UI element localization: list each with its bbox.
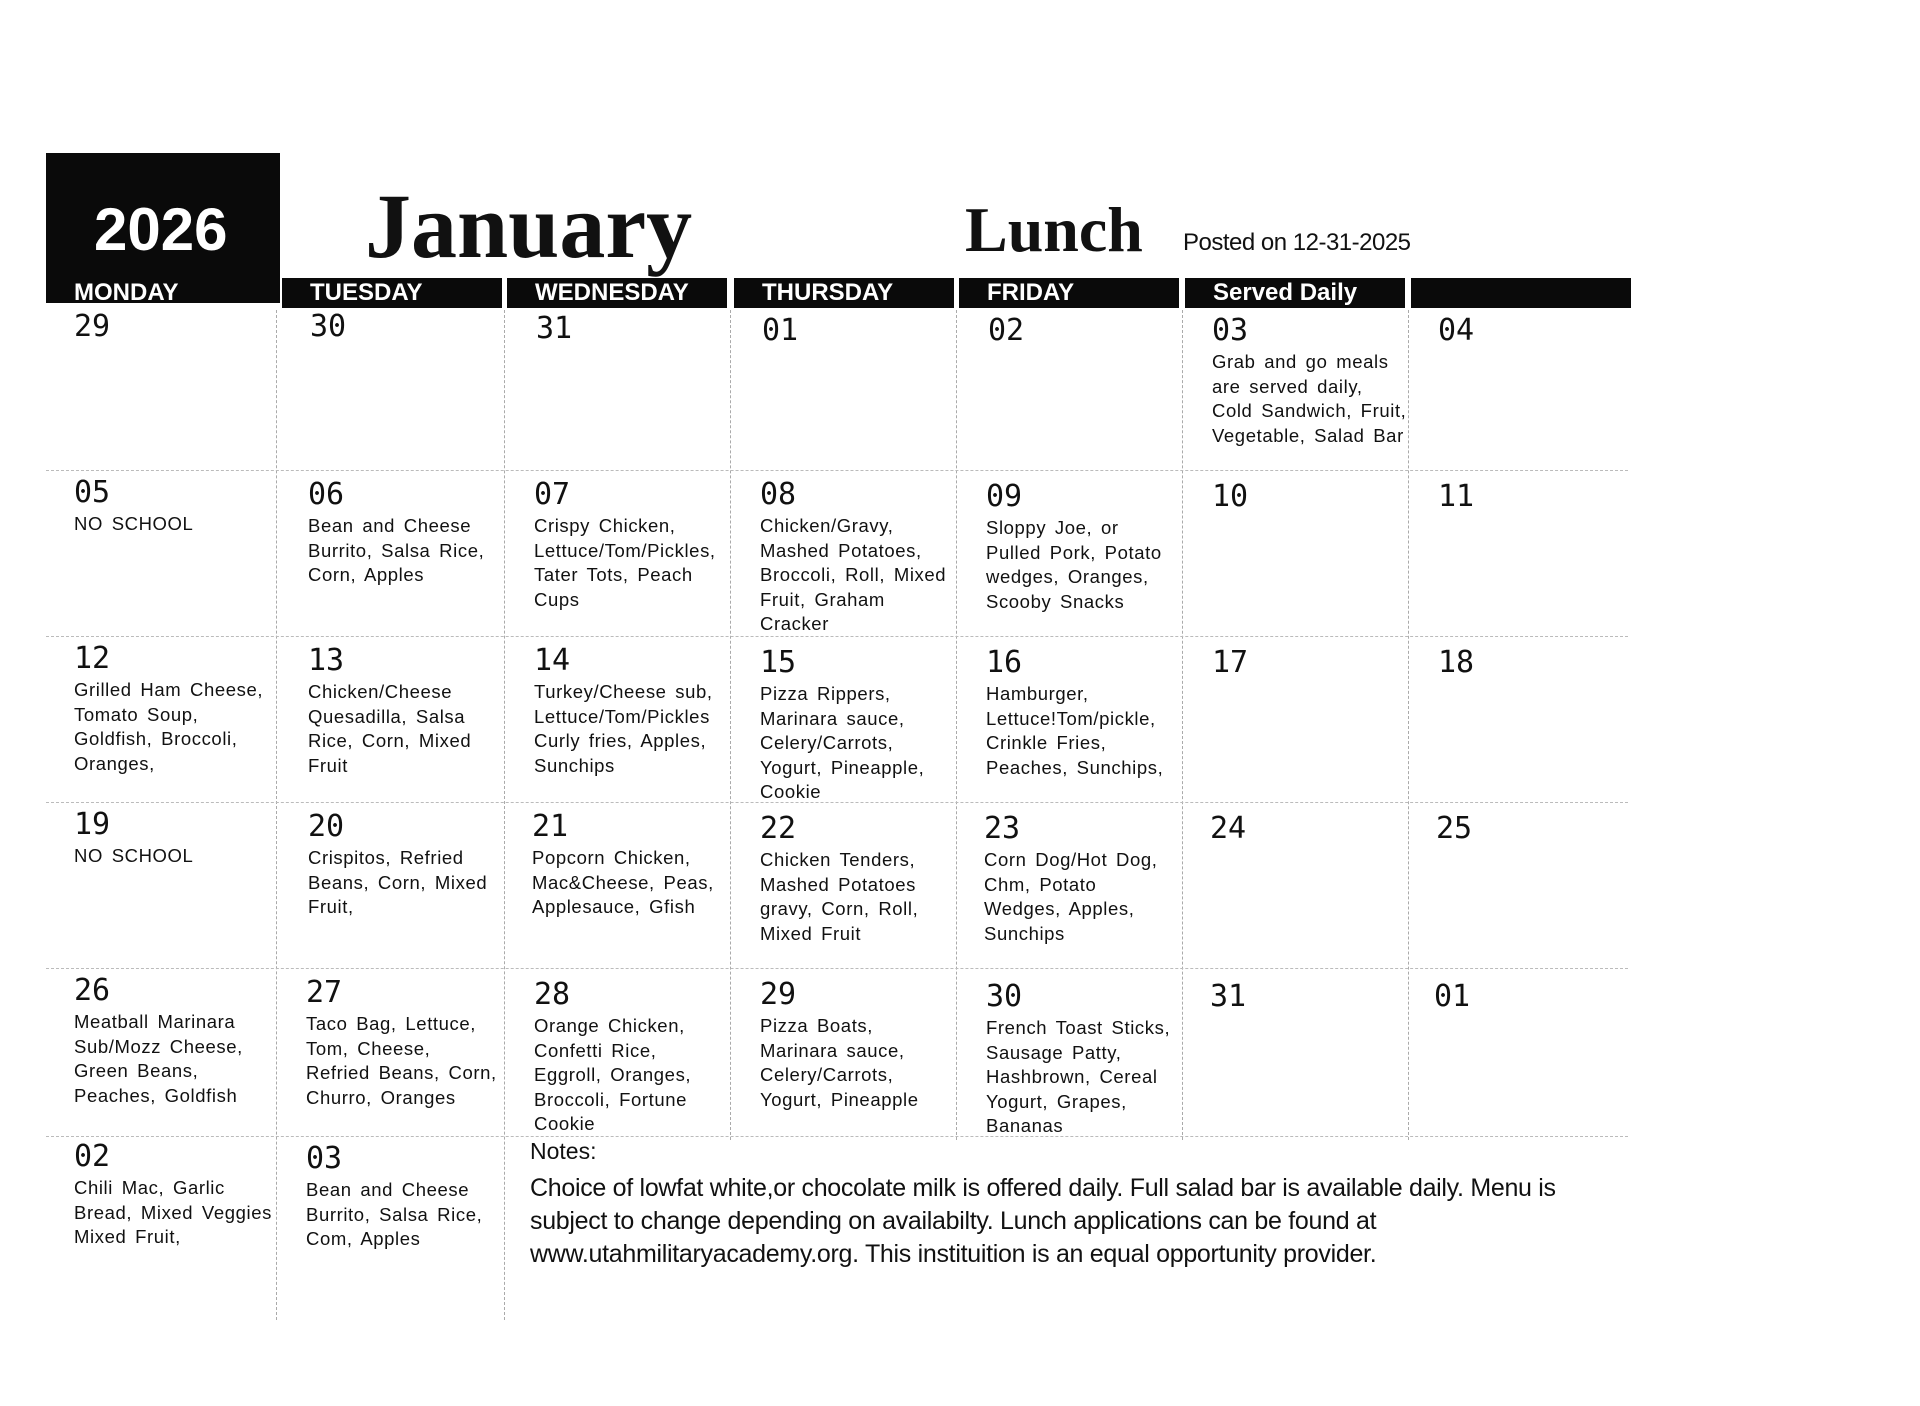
notes-body: Choice of lowfat white,or chocolate milk is offered daily. Full salad bar is available daily. Menu is subject to change depending on availabilty. Lunch applications can be found at www.utahmilitaryacademy.org. This instituition is an equal opportunity provider.: [530, 1174, 1556, 1268]
posted-date: Posted on 12-31-2025: [1183, 229, 1411, 256]
year: 2026: [94, 196, 228, 263]
date-number: 27: [306, 975, 343, 1010]
day-cell: [310, 310, 500, 346]
menu-text: NO SCHOOL: [74, 845, 194, 866]
date-number: 06: [308, 477, 345, 512]
grid-line: [46, 470, 1628, 471]
day-cell: [536, 312, 726, 348]
day-cell: [762, 314, 952, 350]
day-cell: [306, 1142, 502, 1252]
notes-title: Notes:: [530, 1138, 597, 1164]
menu-text: Crispitos, Refried Beans, Corn, Mixed Fruit,: [308, 847, 488, 917]
date-number: 03: [1212, 313, 1249, 348]
date-number: 25: [1436, 811, 1473, 846]
day-cell: [532, 810, 730, 920]
date-number: 19: [74, 807, 111, 842]
grid-line: [504, 310, 505, 1320]
date-number: 12: [74, 641, 111, 676]
day-cell: [308, 478, 502, 588]
day-cell: [534, 478, 730, 612]
column-header-thursday: THURSDAY: [734, 278, 954, 308]
day-cell: [1212, 646, 1402, 682]
menu-text: Grilled Ham Cheese, Tomato Soup, Goldfish, Broccoli, Oranges,: [74, 679, 264, 774]
grid-line: [956, 310, 957, 1140]
date-number: 02: [988, 313, 1025, 348]
menu-text: Sloppy Joe, or Pulled Pork, Potato wedges, Oranges, Scooby Snacks: [986, 517, 1162, 612]
menu-text: Chili Mac, Garlic Bread, Mixed Veggies Mixed Fruit,: [74, 1177, 272, 1247]
day-cell: [1210, 812, 1400, 848]
menu-text: Hamburger, Lettuce!Tom/pickle, Crinkle Fries, Peaches, Sunchips,: [986, 683, 1164, 778]
day-cell: [306, 976, 502, 1110]
day-cell: [760, 978, 954, 1112]
menu-text: Pizza Rippers, Marinara sauce, Celery/Carrots, Yogurt, Pineapple, Cookie: [760, 683, 925, 802]
date-number: 18: [1438, 645, 1475, 680]
month-title: January: [365, 175, 693, 277]
menu-text: Meatball Marinara Sub/Mozz Cheese, Green Beans, Peaches, Goldfish: [74, 1011, 243, 1106]
date-number: 14: [534, 643, 571, 678]
menu-text: Crispy Chicken, Lettuce/Tom/Pickles, Tater Tots, Peach Cups: [534, 515, 716, 610]
menu-text: Turkey/Cheese sub, Lettuce/Tom/Pickles Curly fries, Apples, Sunchips: [534, 681, 713, 776]
day-cell: [760, 812, 954, 946]
date-number: 21: [532, 809, 569, 844]
day-cell: [74, 642, 274, 776]
date-number: 08: [760, 477, 797, 512]
date-number: 01: [762, 313, 799, 348]
date-number: 31: [1210, 979, 1247, 1014]
day-cell: [988, 314, 1178, 350]
day-cell: [534, 978, 730, 1137]
date-number: 24: [1210, 811, 1247, 846]
day-cell: [534, 644, 730, 778]
menu-text: Pizza Boats, Marinara sauce, Celery/Carrots, Yogurt, Pineapple: [760, 1015, 919, 1110]
date-number: 04: [1438, 313, 1475, 348]
column-header-friday: FRIDAY: [959, 278, 1179, 308]
day-cell: [986, 646, 1182, 780]
day-cell: [1212, 480, 1402, 516]
day-cell: [1438, 480, 1628, 516]
day-cell: [760, 646, 954, 805]
menu-text: Bean and Cheese Burrito, Salsa Rice, Corn, Apples: [308, 515, 485, 585]
menu-text: French Toast Sticks, Sausage Patty, Hashbrown, Cereal Yogurt, Grapes, Bananas: [986, 1017, 1171, 1136]
menu-text: Bean and Cheese Burrito, Salsa Rice, Com, Apples: [306, 1179, 483, 1249]
column-header-tuesday: TUESDAY: [282, 278, 502, 308]
day-cell: [1434, 980, 1624, 1016]
day-cell: [1210, 980, 1400, 1016]
column-header-wednesday: WEDNESDAY: [507, 278, 727, 308]
date-number: 10: [1212, 479, 1249, 514]
date-number: 30: [310, 309, 347, 344]
day-cell: [74, 974, 274, 1108]
date-number: 28: [534, 977, 571, 1012]
day-cell: [74, 1140, 280, 1250]
menu-text: Popcorn Chicken, Mac&Cheese, Peas, Applesauce, Gfish: [532, 847, 714, 917]
menu-text: Orange Chicken, Confetti Rice, Eggroll, Oranges, Broccoli, Fortune Cookie: [534, 1015, 692, 1134]
day-cell: [308, 810, 502, 920]
date-number: 29: [760, 977, 797, 1012]
date-number: 20: [308, 809, 345, 844]
day-cell: [986, 980, 1182, 1139]
date-number: 05: [74, 475, 111, 510]
date-number: 11: [1438, 479, 1475, 514]
day-cell: [760, 478, 954, 637]
day-cell: [1212, 314, 1408, 448]
column-header-blank: [1411, 278, 1631, 308]
day-cell: [308, 644, 502, 778]
date-number: 31: [536, 311, 573, 346]
grid-line: [1408, 310, 1409, 1140]
day-cell: [74, 310, 274, 346]
date-number: 16: [986, 645, 1023, 680]
column-header-monday: MONDAY: [74, 279, 179, 306]
day-cell: [1438, 314, 1628, 350]
day-cell: [1436, 812, 1626, 848]
menu-text: Chicken/Cheese Quesadilla, Salsa Rice, Corn, Mixed Fruit: [308, 681, 472, 776]
day-cell: [984, 812, 1180, 946]
day-cell: [74, 476, 274, 537]
day-cell: [986, 480, 1182, 614]
menu-text: Corn Dog/Hot Dog, Chm, Potato Wedges, Apples, Sunchips: [984, 849, 1158, 944]
date-number: 30: [986, 979, 1023, 1014]
grid-line: [730, 310, 731, 1140]
menu-text: NO SCHOOL: [74, 513, 194, 534]
date-number: 29: [74, 309, 111, 344]
menu-text: Chicken/Gravy, Mashed Potatoes, Broccoli, Roll, Mixed Fruit, Graham Cracker: [760, 515, 947, 634]
date-number: 22: [760, 811, 797, 846]
grid-line: [46, 1136, 1628, 1137]
meal-title: Lunch: [965, 194, 1143, 265]
date-number: 15: [760, 645, 797, 680]
date-number: 17: [1212, 645, 1249, 680]
date-number: 09: [986, 479, 1023, 514]
date-number: 26: [74, 973, 111, 1008]
day-cell: [1438, 646, 1628, 682]
date-number: 03: [306, 1141, 343, 1176]
day-cell: [74, 808, 274, 869]
date-number: 01: [1434, 979, 1471, 1014]
date-number: 13: [308, 643, 345, 678]
grid-line: [46, 968, 1628, 969]
date-number: 23: [984, 811, 1021, 846]
menu-text: Taco Bag, Lettuce, Tom, Cheese, Refried Beans, Corn, Churro, Oranges: [306, 1013, 497, 1108]
menu-text: Chicken Tenders, Mashed Potatoes gravy, Corn, Roll, Mixed Fruit: [760, 849, 919, 944]
column-header-served-daily: Served Daily: [1185, 278, 1405, 308]
grid-line: [1182, 310, 1183, 1140]
date-number: 07: [534, 477, 571, 512]
menu-text: Grab and go meals are served daily, Cold Sandwich, Fruit, Vegetable, Salad Bar: [1212, 351, 1407, 446]
date-number: 02: [74, 1139, 111, 1174]
